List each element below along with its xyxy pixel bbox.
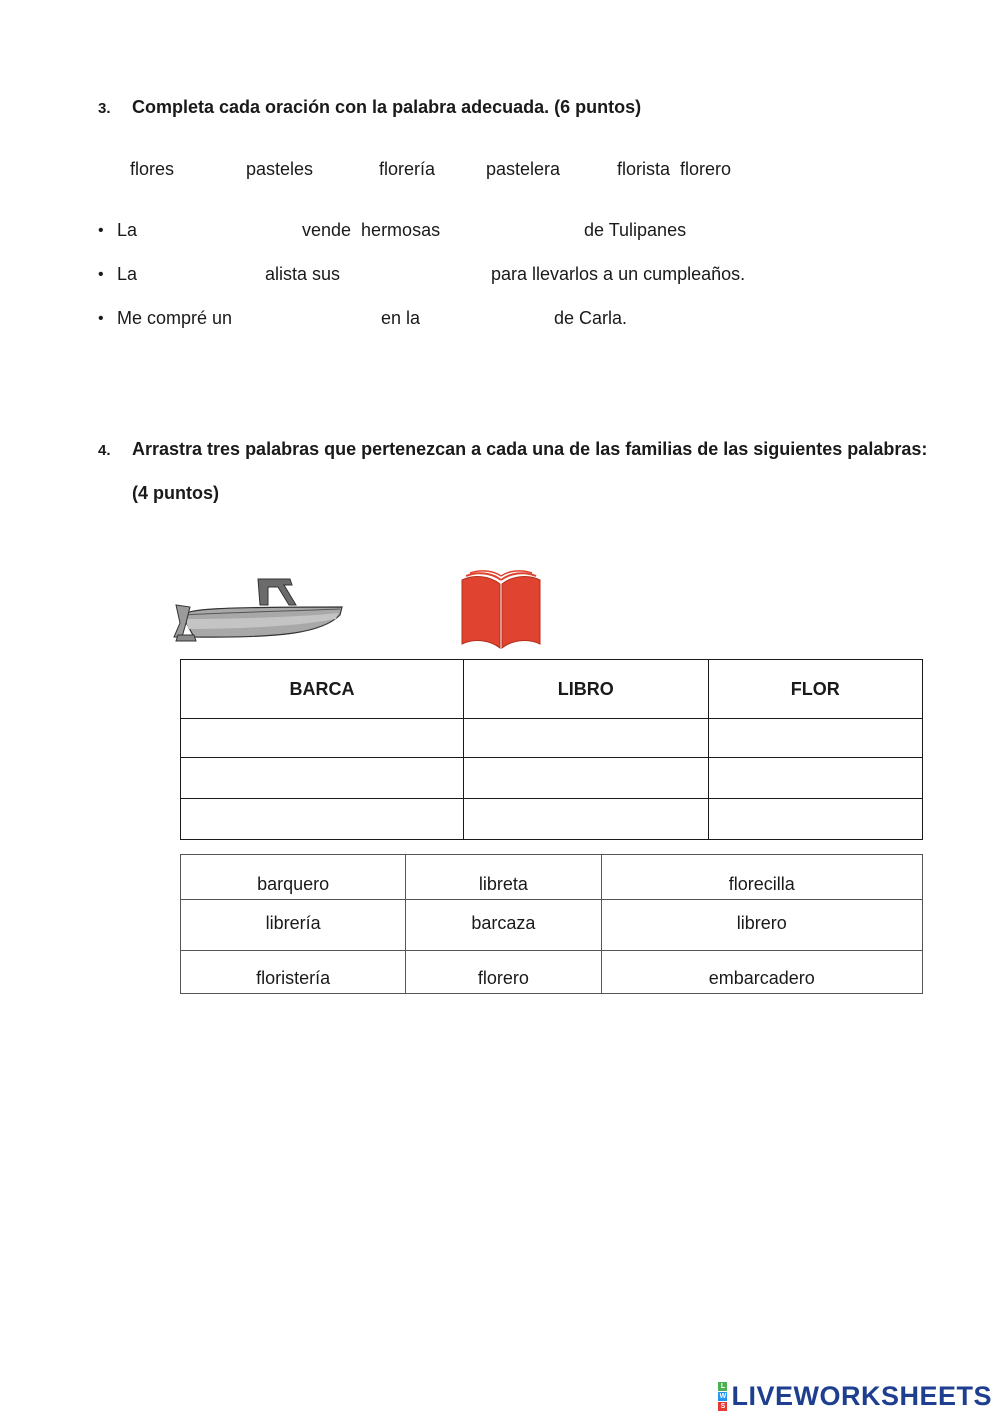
sentence-1-part-1: La — [117, 220, 138, 240]
sentence-1-part-3: de Tulipanes — [584, 220, 687, 240]
sentence-1-blank-1[interactable] — [146, 218, 296, 244]
sentence-2-part-2: alista sus — [265, 264, 341, 284]
drop-slot[interactable] — [464, 799, 708, 840]
drop-slot[interactable] — [464, 758, 708, 799]
drop-slot[interactable] — [708, 799, 922, 840]
draggable-word[interactable]: embarcadero — [601, 951, 922, 994]
sentence-1-part-2: vende hermosas — [302, 220, 441, 240]
drop-slot[interactable] — [181, 758, 464, 799]
header-barca: BARCA — [181, 660, 464, 719]
draggable-word[interactable]: floristería — [181, 951, 406, 994]
question-4-instruction: Arrastra tres palabras que pertenezcan a cada una de las familias de las siguientes palabras: — [132, 439, 928, 459]
draggable-word[interactable]: florecilla — [601, 855, 922, 900]
drop-slot[interactable] — [708, 719, 922, 758]
header-flor: FLOR — [708, 660, 922, 719]
sentence-2-blank-2[interactable] — [350, 262, 484, 288]
liveworksheets-mark-icon: L W S — [719, 1382, 727, 1410]
sentence-3-blank-1[interactable] — [244, 306, 374, 332]
draggable-word[interactable]: libreta — [406, 855, 601, 900]
word-bank-item: pastelera — [486, 159, 561, 179]
bullet: • — [98, 222, 104, 239]
word-bank-item: florista florero — [617, 159, 732, 179]
liveworksheets-brand: LIVEWORKSHEETS — [731, 1380, 992, 1411]
sentence-2-blank-1[interactable] — [146, 262, 258, 288]
draggable-word[interactable]: barcaza — [406, 900, 601, 951]
word-bank-item: pasteles — [246, 159, 314, 179]
draggable-word[interactable]: florero — [406, 951, 601, 994]
drop-slot[interactable] — [181, 799, 464, 840]
question-4-points: (4 puntos) — [132, 483, 219, 503]
family-table — [180, 659, 923, 840]
sentence-2-part-1: La — [117, 264, 138, 284]
drop-slot[interactable] — [708, 758, 922, 799]
word-bank-item: florería — [379, 159, 436, 179]
sentence-1-blank-2[interactable] — [455, 218, 577, 244]
sentence-2-part-3: para llevarlos a un cumpleaños. — [491, 264, 746, 284]
drop-slot[interactable] — [464, 719, 708, 758]
draggable-word[interactable]: librero — [601, 900, 922, 951]
options-table — [180, 854, 923, 994]
book-icon — [458, 570, 544, 652]
boat-icon — [172, 575, 347, 645]
sentence-3-blank-2[interactable] — [428, 306, 548, 332]
bullet: • — [98, 310, 104, 327]
question-4-number: 4. — [98, 442, 111, 459]
draggable-word[interactable]: librería — [181, 900, 406, 951]
draggable-word[interactable]: barquero — [181, 855, 406, 900]
sentence-3-part-2: en la — [381, 308, 421, 328]
sentence-3-part-1: Me compré un — [117, 308, 233, 328]
drop-slot[interactable] — [181, 719, 464, 758]
word-bank-item: flores — [130, 159, 175, 179]
header-libro: LIBRO — [464, 660, 708, 719]
sentence-3-part-3: de Carla. — [554, 308, 628, 328]
question-3-instruction: Completa cada oración con la palabra adecuada. (6 puntos) — [132, 97, 642, 117]
bullet: • — [98, 266, 104, 283]
question-3-number: 3. — [98, 100, 111, 117]
liveworksheets-logo — [718, 1381, 992, 1411]
